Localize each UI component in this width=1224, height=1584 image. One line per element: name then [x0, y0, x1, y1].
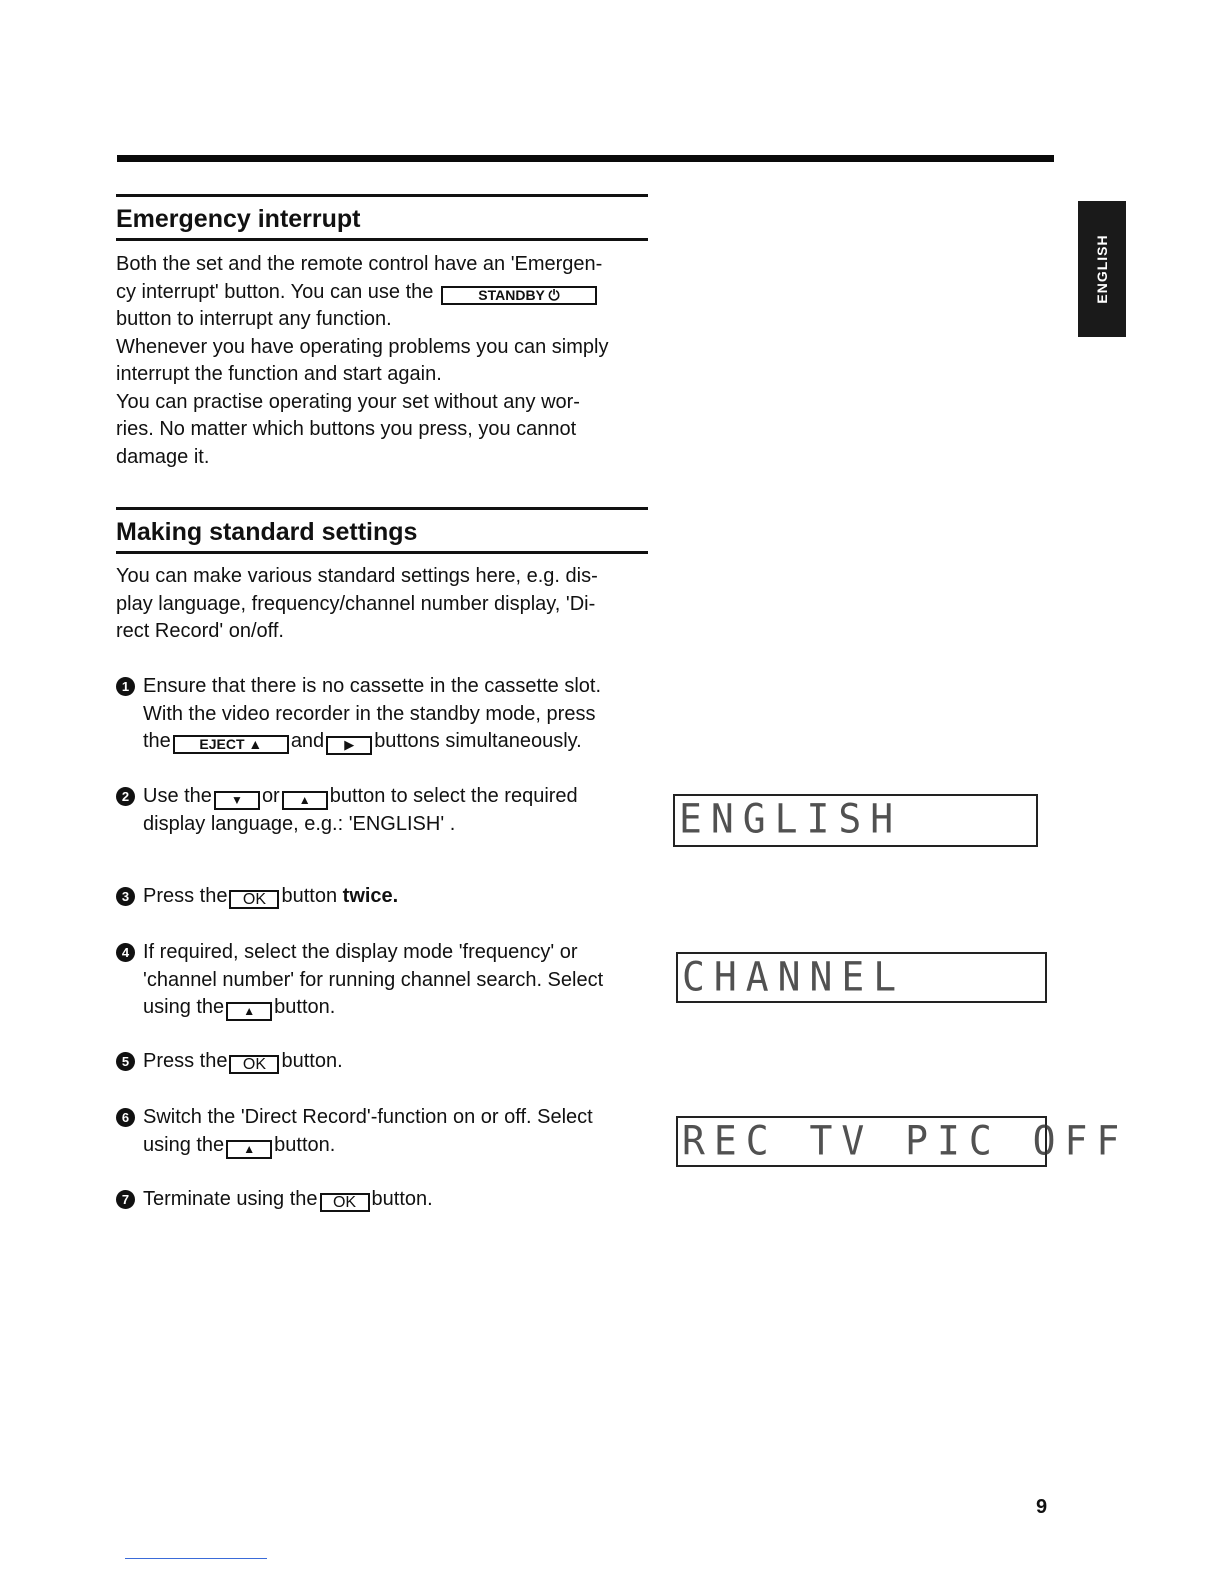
- standard-intro: [116, 563, 656, 646]
- language-tab: [1078, 201, 1126, 337]
- step-text: With the video recorder in the standby mode, press: [143, 702, 596, 725]
- step-text: Terminate using the: [143, 1188, 318, 1210]
- step-text: button.: [281, 1050, 343, 1072]
- step-number: 5: [116, 1052, 135, 1071]
- down-key: ▼: [214, 791, 260, 810]
- text-line: [116, 279, 656, 307]
- step-7: [116, 1186, 646, 1214]
- header-rule-bottom: [116, 551, 648, 554]
- lcd-text: ENGLISH: [679, 795, 903, 843]
- step-text: [143, 994, 646, 1022]
- step-text: display language, e.g.: 'ENGLISH' .: [143, 812, 456, 835]
- step-number: 4: [116, 943, 135, 962]
- step-text: the: [143, 730, 171, 752]
- step-number: 2: [116, 787, 135, 806]
- text-line: Both the set and the remote control have an 'Emergen-: [116, 253, 603, 275]
- text-line: You can practise operating your set without any wor-: [116, 390, 580, 413]
- step-emphasis: twice.: [342, 885, 399, 907]
- lcd-text: CHANNEL: [682, 953, 906, 1001]
- step-text: Switch the 'Direct Record'-function on or off. Select: [143, 1106, 593, 1128]
- step-text: buttons simultaneously.: [374, 730, 582, 752]
- step-text: button.: [274, 1133, 336, 1156]
- step-text: using the: [143, 996, 225, 1018]
- emergency-text: [116, 251, 656, 471]
- ok-key: OK: [320, 1193, 370, 1212]
- lcd-display-channel: [676, 952, 1047, 1003]
- emergency-title: Emergency interrupt: [116, 205, 361, 233]
- step-1: [116, 673, 646, 756]
- text-line: button to interrupt any function.: [116, 308, 392, 330]
- step-2: [116, 783, 646, 838]
- step-text: [143, 883, 646, 911]
- step-4: [116, 939, 646, 1022]
- step-6: [116, 1104, 646, 1159]
- step-text: Ensure that there is no cassette in the cassette slot.: [143, 675, 602, 697]
- lcd-text: REC TV PIC OFF: [682, 1117, 1129, 1165]
- step-number: 1: [116, 677, 135, 696]
- ok-key: OK: [229, 890, 279, 909]
- standard-title: Making standard settings: [116, 518, 418, 546]
- emergency-section-header: [116, 194, 648, 241]
- page-number: 9: [1036, 1496, 1048, 1518]
- header-rule-bottom: [116, 238, 648, 241]
- up-key: ▲: [226, 1140, 272, 1159]
- step-number: 3: [116, 887, 135, 906]
- standard-section-header: [116, 507, 648, 554]
- step-text: button to select the required: [329, 785, 578, 807]
- step-text: using the: [143, 1133, 225, 1156]
- top-rule: [117, 155, 1054, 162]
- eject-key: EJECT ▲: [173, 735, 289, 754]
- text-span: cy interrupt' button. You can use the: [116, 280, 434, 303]
- step-text: [143, 1132, 646, 1160]
- step-text: Press the: [143, 885, 228, 907]
- step-text: [143, 783, 646, 811]
- text-line: You can make various standard settings here, e.g. dis-: [116, 565, 598, 587]
- step-3: [116, 883, 646, 911]
- lcd-display-language: [673, 794, 1038, 847]
- text-line: damage it.: [116, 445, 210, 468]
- step-text: or: [261, 785, 280, 807]
- step-text: and: [290, 730, 325, 752]
- step-text: If required, select the display mode 'frequency' or: [143, 941, 578, 963]
- step-text: button.: [274, 996, 336, 1018]
- up-key: ▲: [226, 1002, 272, 1021]
- text-line: play language, frequency/channel number display, 'Di-: [116, 592, 596, 615]
- step-text: 'channel number' for running channel search. Select: [143, 968, 604, 991]
- step-number: 6: [116, 1108, 135, 1127]
- standby-key: STANDBY ⏻: [441, 286, 597, 305]
- text-line: ries. No matter which buttons you press, you cannot: [116, 418, 577, 440]
- step-text: [143, 1186, 646, 1214]
- step-5: [116, 1048, 646, 1076]
- text-line: Whenever you have operating problems you can simply: [116, 335, 609, 358]
- step-text: [143, 1048, 646, 1076]
- language-tab-label: ENGLISH: [1094, 234, 1110, 304]
- footer-line: [125, 1558, 267, 1559]
- up-key: ▲: [282, 791, 328, 810]
- step-text: button: [281, 885, 338, 907]
- step-text: [143, 728, 646, 756]
- lcd-display-direct-record: [676, 1116, 1129, 1167]
- play-key: ▶: [326, 736, 372, 755]
- text-line: interrupt the function and start again.: [116, 363, 442, 385]
- step-number: 7: [116, 1190, 135, 1209]
- step-text: Press the: [143, 1050, 228, 1072]
- ok-key: OK: [229, 1055, 279, 1074]
- text-line: rect Record' on/off.: [116, 620, 284, 642]
- step-text: button.: [371, 1188, 433, 1210]
- step-text: Use the: [143, 785, 212, 807]
